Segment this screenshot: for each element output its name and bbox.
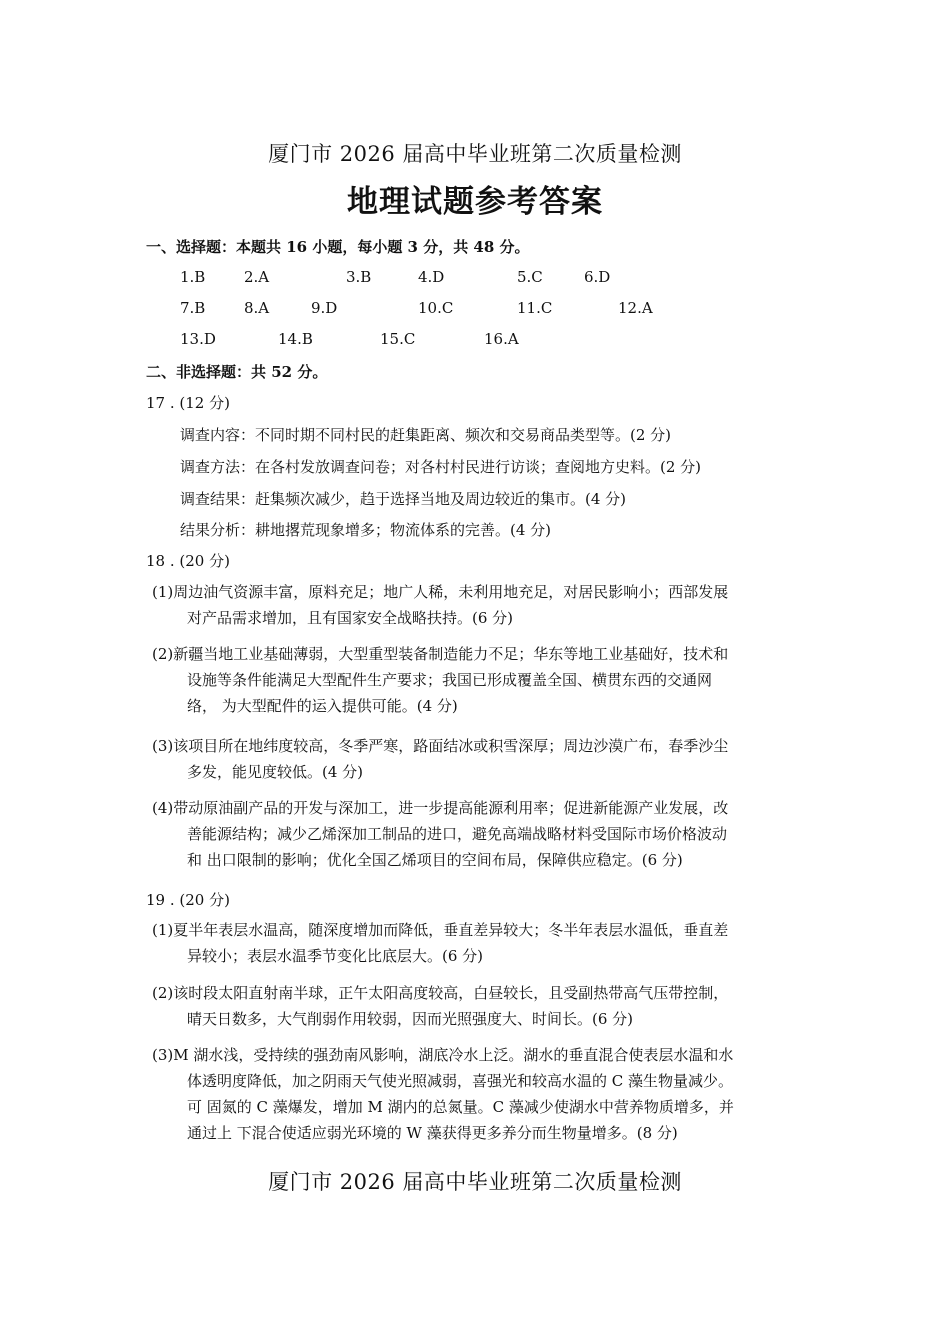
answer-item: 2.A bbox=[244, 268, 270, 286]
paragraph-line: 晴天日数多，大气削弱作用较弱，因而光照强度大、时间长。(6 分) bbox=[187, 1010, 634, 1028]
answer-item: 16.A bbox=[484, 330, 519, 348]
question-18-heading: 18 . (20 分) bbox=[146, 552, 230, 570]
paragraph-line: (1)周边油气资源丰富，原料充足；地广人稀，未利用地充足，对居民影响小；西部发展 bbox=[152, 583, 729, 601]
answer-item: 4.D bbox=[418, 268, 445, 286]
answer-key-title: 地理试题参考答案 bbox=[347, 184, 603, 220]
paragraph-line: (4)带动原油副产品的开发与深加工，进一步提高能源利用率；促进新能源产业发展，改 bbox=[152, 799, 729, 817]
paragraph-line: 和 出口限制的影响；优化全国乙烯项目的空间布局，保障供应稳定。(6 分) bbox=[187, 851, 683, 869]
answer-item: 3.B bbox=[346, 268, 372, 286]
answer-item: 10.C bbox=[418, 299, 454, 317]
paragraph-line: 对产品需求增加，且有国家安全战略扶持。(6 分) bbox=[187, 609, 514, 627]
paragraph-line: 络， 为大型配件的运入提供可能。(4 分) bbox=[187, 697, 458, 715]
paragraph-line: (2)该时段太阳直射南半球，正午太阳高度较高，白昼较长，且受副热带高气压带控制， bbox=[152, 984, 729, 1002]
q19-part-2 bbox=[152, 980, 802, 1032]
answer-item: 14.B bbox=[278, 330, 313, 348]
answer-item: 5.C bbox=[517, 268, 543, 286]
answer-item: 12.A bbox=[618, 299, 653, 317]
paragraph-line: 通过上 下混合使适应弱光环境的 W 藻获得更多养分而生物量增多。(8 分) bbox=[187, 1124, 678, 1142]
paragraph-line: (3)该项目所在地纬度较高，冬季严寒，路面结冰或积雪深厚；周边沙漠广布，春季沙尘 bbox=[152, 737, 729, 755]
question-17-heading: 17 . (12 分) bbox=[146, 394, 230, 412]
paragraph-line: (2)新疆当地工业基础薄弱，大型重型装备制造能力不足；华东等地工业基础好，技术和 bbox=[152, 645, 729, 663]
answer-item: 11.C bbox=[517, 299, 553, 317]
paragraph-line: 设施等条件能满足大型配件生产要求；我国已形成覆盖全国、横贯东西的交通网 bbox=[187, 671, 713, 689]
q17-line: 调查方法：在各村发放调查问卷；对各村村民进行访谈；查阅地方史料。(2 分) bbox=[180, 458, 702, 476]
paragraph-line: (1)夏半年表层水温高，随深度增加而降低，垂直差异较大；冬半年表层水温低，垂直差 bbox=[152, 921, 729, 939]
section-2-heading: 二、非选择题：共 52 分。 bbox=[146, 363, 328, 381]
answer-item: 9.D bbox=[311, 299, 338, 317]
footer-title: 厦门市 2026 届高中毕业班第二次质量检测 bbox=[268, 1170, 682, 1194]
answer-item: 15.C bbox=[380, 330, 416, 348]
answer-item: 1.B bbox=[180, 268, 206, 286]
q17-line: 调查结果：赶集频次减少，趋于选择当地及周边较近的集市。(4 分) bbox=[180, 490, 627, 508]
paragraph-line: 多发，能见度较低。(4 分) bbox=[187, 763, 364, 781]
paragraph-line: 异较小；表层水温季节变化比底层大。(6 分) bbox=[187, 947, 484, 965]
question-19-heading: 19 . (20 分) bbox=[146, 891, 230, 909]
q19-part-1 bbox=[152, 917, 802, 969]
section-1-heading: 一、选择题：本题共 16 小题，每小题 3 分，共 48 分。 bbox=[146, 238, 530, 256]
answer-item: 13.D bbox=[180, 330, 216, 348]
answer-item: 7.B bbox=[180, 299, 206, 317]
q17-line: 调查内容：不同时期不同村民的赶集距离、频次和交易商品类型等。(2 分) bbox=[180, 426, 672, 444]
q17-line: 结果分析：耕地撂荒现象增多；物流体系的完善。(4 分) bbox=[180, 521, 552, 539]
answer-item: 8.A bbox=[244, 299, 270, 317]
exam-title: 厦门市 2026 届高中毕业班第二次质量检测 bbox=[268, 142, 682, 166]
q19-part-3 bbox=[152, 1042, 802, 1146]
q18-part-1 bbox=[152, 579, 802, 631]
q18-part-3 bbox=[152, 733, 802, 785]
q18-part-2 bbox=[152, 641, 802, 719]
paragraph-line: 可 固氮的 C 藻爆发，增加 M 湖内的总氮量。C 藻减少使湖水中营养物质增多，并 bbox=[187, 1098, 734, 1116]
q18-part-4 bbox=[152, 795, 802, 873]
answer-item: 6.D bbox=[584, 268, 611, 286]
paragraph-line: 体透明度降低，加之阴雨天气使光照减弱，喜强光和较高水温的 C 藻生物量减少。 bbox=[187, 1072, 734, 1090]
paragraph-line: (3)M 湖水浅，受持续的强劲南风影响，湖底冷水上泛。湖水的垂直混合使表层水温和水 bbox=[152, 1046, 734, 1064]
paragraph-line: 善能源结构；减少乙烯深加工制品的进口，避免高端战略材料受国际市场价格波动 bbox=[187, 825, 728, 843]
